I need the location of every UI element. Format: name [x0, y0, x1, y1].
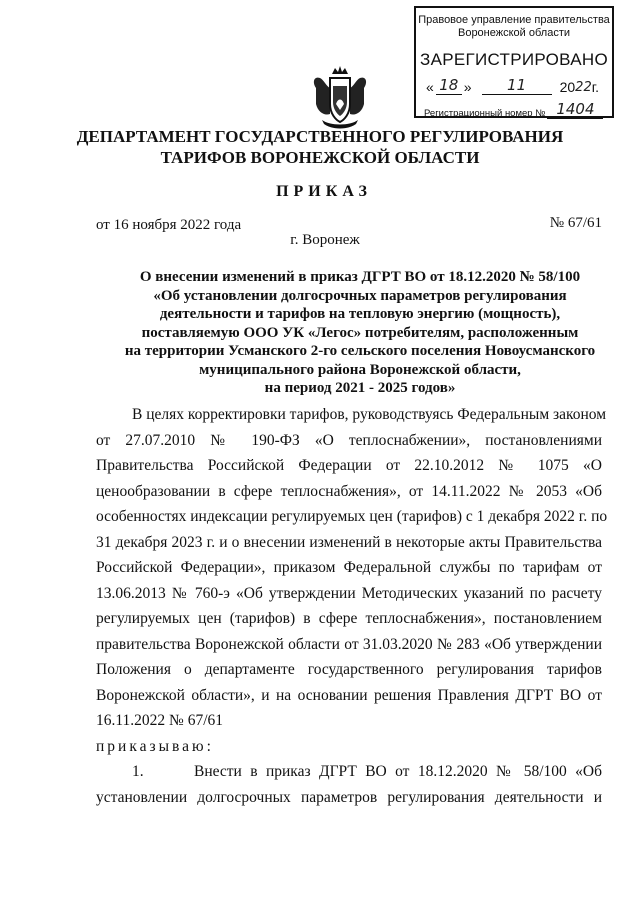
subject-line: на территории Усманского 2-го сельского поселения Новоусманского	[124, 343, 596, 359]
subject-line: муниципального района Воронежской области,	[199, 361, 521, 378]
stamp-regnum-label: Регистрационный номер №	[424, 108, 546, 119]
order-word: приказываю:	[96, 737, 214, 755]
subject-line: деятельности и тарифов на тепловую энергию (мощность),	[159, 306, 561, 322]
stamp-organization	[416, 14, 612, 40]
subject-line: на период 2021 - 2025 годов»	[264, 380, 456, 396]
body-line: 13.06.2013 № 760-э «Об утверждении Методических указаний по расчету	[96, 584, 602, 602]
department-line: ТАРИФОВ ВОРОНЕЖСКОЙ ОБЛАСТИ	[160, 148, 480, 167]
stamp-regnum	[424, 100, 603, 119]
body-line: особенностях индексации регулируемых цен (тарифов) с 1 декабря 2022 г. по	[96, 508, 608, 525]
item-1-line-2: установлении долгосрочных параметров регулирования деятельности и	[96, 788, 602, 806]
body-line: регулируемых цен (тарифов) в сфере теплоснабжения», постановлением	[96, 610, 602, 627]
document-type: ПРИКАЗ	[276, 183, 372, 200]
item-1-line-1	[96, 759, 602, 785]
stamp-month: 11	[482, 76, 552, 95]
stamp-year-hand: 22	[575, 80, 592, 95]
department-line: ДЕПАРТАМЕНТ ГОСУДАРСТВЕННОГО РЕГУЛИРОВАНИЯ	[76, 127, 564, 146]
body-line: Правительства Российской Федерации от 22.10.2012 № 1075 «О	[96, 457, 602, 474]
stamp-date: « 18 » 11 20 22 г.	[426, 76, 600, 95]
item-1-text: Внести в приказ ДГРТ ВО от 18.12.2020 № 58/100 «Об	[194, 763, 602, 780]
body-line: ценообразовании в сфере теплоснабжения», от 14.11.2022 № 2053 «Об	[96, 482, 602, 500]
stamp-year-prefix: 20	[559, 79, 576, 95]
registration-stamp	[414, 6, 614, 118]
body-line: правительства Воронежской области от 31.03.2020 № 283 «Об утверждении	[96, 635, 602, 653]
subject-line: «Об установлении долгосрочных параметров регулирования	[153, 287, 567, 304]
body-line: Российской Федерации», приказом Федеральной службы по тарифам от	[96, 559, 602, 576]
order-body	[96, 402, 608, 810]
body-line: 31 декабря 2023 г. и о внесении изменений в некоторые акты Правительства	[96, 533, 602, 551]
subject-line: поставляемую ООО УК «Легос» потребителям, расположенным	[141, 324, 579, 341]
subject-line: О внесении изменений в приказ ДГРТ ВО от 18.12.2020 № 58/100	[139, 269, 581, 285]
order-subject	[100, 268, 620, 398]
stamp-year-suffix: г.	[591, 79, 600, 95]
coat-of-arms-icon	[310, 64, 370, 130]
stamp-org-line: Правовое управление правительства	[418, 14, 610, 26]
order-number: № 67/61	[549, 215, 602, 231]
stamp-registered-label: ЗАРЕГИСТРИРОВАНО	[420, 50, 608, 69]
stamp-org-line: Воронежской области	[457, 27, 570, 39]
body-line: В целях корректировки тарифов, руководствуясь Федеральным законом	[132, 406, 607, 423]
item-1-number: 1.	[132, 763, 144, 780]
body-line: Положения о департаменте государственного регулирования тарифов	[96, 661, 602, 678]
body-line: от 27.07.2010 № 190-ФЗ «О теплоснабжении», постановлениями	[96, 431, 602, 449]
stamp-day: 18	[436, 76, 462, 95]
department-name	[0, 126, 640, 168]
order-date: от 16 ноября 2022 года	[96, 217, 242, 233]
stamp-regnum-value: 1404	[547, 100, 603, 119]
order-city: г. Воронеж	[290, 232, 360, 248]
body-line: 16.11.2022 № 67/61	[96, 712, 224, 729]
body-line: Воронежской области», и на основании решения Правления ДГРТ ВО от	[96, 686, 602, 704]
